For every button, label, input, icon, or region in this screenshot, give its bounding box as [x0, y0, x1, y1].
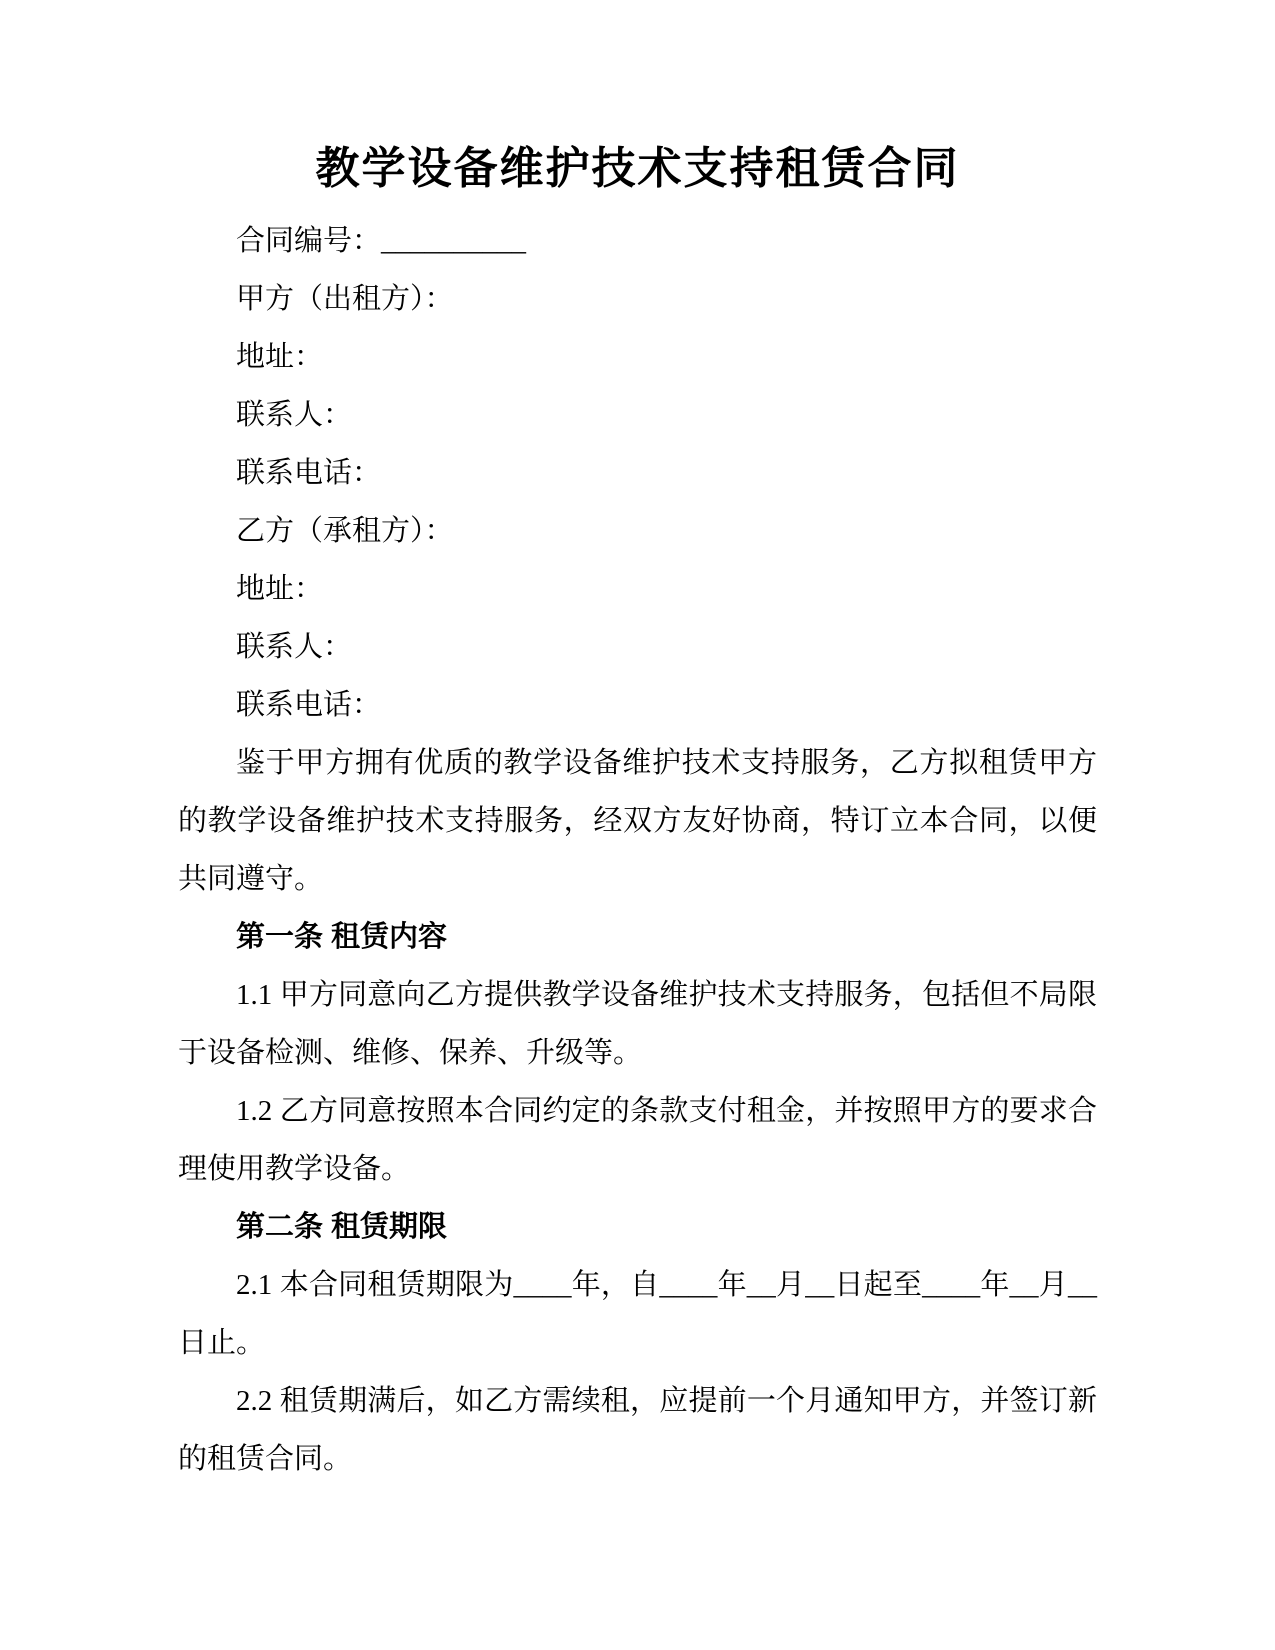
document-title: 教学设备维护技术支持租赁合同	[315, 144, 960, 193]
section-1-heading: 第一条 租赁内容	[236, 921, 448, 953]
party-b-address-line: 地址：	[236, 573, 324, 605]
clause-1-2: 1.2 乙方同意按照本合同约定的条款支付租金，并按照甲方的要求合理使用教学设备。	[178, 1095, 1097, 1185]
party-a-address-line: 地址：	[236, 341, 324, 373]
clause-2-1: 2.1 本合同租赁期限为____年，自____年__月__日起至____年__月__日止。	[178, 1269, 1097, 1359]
party-a-contact-line: 联系人：	[236, 399, 353, 431]
party-a-phone-line: 联系电话：	[236, 457, 382, 489]
section-2-heading: 第二条 租赁期限	[236, 1211, 448, 1243]
document-body	[178, 212, 1097, 1488]
contract-number-blank: __________	[381, 225, 527, 257]
party-b-title-line: 乙方（承租方）：	[236, 515, 454, 547]
contract-number-label: 合同编号：	[236, 225, 382, 257]
clause-2-2: 2.2 租赁期满后，如乙方需续租，应提前一个月通知甲方，并签订新的租赁合同。	[178, 1385, 1097, 1475]
contract-number-line	[178, 212, 1097, 270]
preamble-paragraph: 鉴于甲方拥有优质的教学设备维护技术支持服务，乙方拟租赁甲方的教学设备维护技术支持服务，经双方友好协商，特订立本合同，以便共同遵守。	[178, 747, 1097, 895]
party-a-title-line: 甲方（出租方）：	[236, 283, 454, 315]
party-b-phone-line: 联系电话：	[236, 689, 382, 721]
clause-1-1: 1.1 甲方同意向乙方提供教学设备维护技术支持服务，包括但不局限于设备检测、维修、保养、升级等。	[178, 979, 1097, 1069]
party-b-contact-line: 联系人：	[236, 631, 353, 663]
